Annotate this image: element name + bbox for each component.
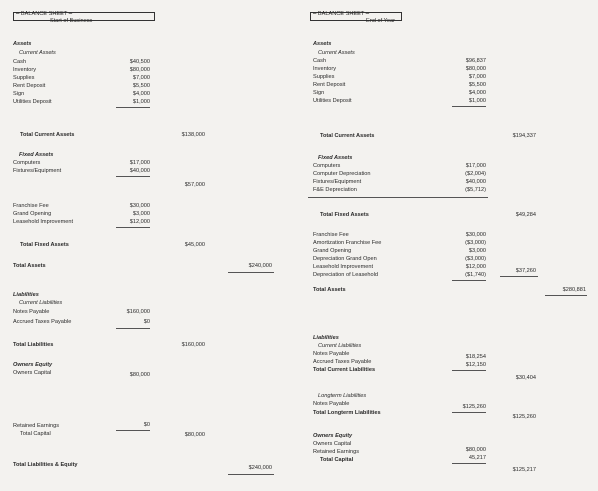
right-retained-earnings-value: 45,217 (468, 455, 486, 461)
left-header-subtitle: Start of Business (50, 18, 93, 24)
right-other-item-value: $12,000 (465, 264, 486, 270)
right-current-liability-value: $18,254 (465, 354, 486, 360)
right-current-item-label: Sign (313, 90, 325, 96)
left-total-current-value: $138,000 (181, 132, 205, 138)
right-fixed-underline (308, 197, 488, 198)
right-current-item-value: $96,837 (465, 58, 486, 64)
left-total-assets-underline (228, 272, 274, 273)
left-liability-item-label: Accrued Taxes Payable (13, 319, 72, 325)
right-current-assets-heading: Current Assets (318, 50, 355, 56)
left-other-item-value: $30,000 (129, 203, 150, 209)
right-fixed-item-value: ($5,712) (465, 187, 486, 193)
left-current-assets-heading: Current Assets (19, 50, 56, 56)
left-liability-underline (116, 328, 150, 329)
right-retained-earnings-label: Retained Earnings (313, 449, 360, 455)
right-total-current-liabilities-value: $30,404 (515, 375, 536, 381)
left-fixed-item-value: $40,000 (129, 168, 150, 174)
left-other-item-label: Franchise Fee (13, 203, 49, 209)
left-fixed-item-value: $17,000 (129, 160, 150, 166)
right-total-capital-label: Total Capital (320, 457, 354, 463)
right-total-current-label: Total Current Assets (320, 133, 375, 139)
left-total-assets-label: Total Assets (13, 263, 46, 269)
right-current-item-value: $4,000 (468, 90, 486, 96)
right-other-item-value: ($1,740) (465, 272, 486, 278)
left-current-item-label: Cash (13, 59, 27, 65)
right-other-item-value: $3,000 (468, 248, 486, 254)
right-current-liability-label: Notes Payable (313, 351, 350, 357)
right-fixed-assets-heading: Fixed Assets (318, 155, 353, 161)
left-total-liabilities-label: Total Liabilities (13, 342, 54, 348)
left-total-capital-label: Total Capital (20, 431, 51, 437)
left-total-liab-equity-value: $240,000 (248, 465, 272, 471)
left-current-item-value: $80,000 (129, 67, 150, 73)
right-other-underline (452, 280, 486, 281)
right-other-item-label: Grand Opening (313, 248, 352, 254)
left-liabilities-heading: Liabilities (13, 292, 39, 298)
right-owners-capital-label: Owners Capital (313, 441, 352, 447)
left-current-item-label: Supplies (13, 75, 35, 81)
right-total-assets-underline (545, 295, 587, 296)
left-owners-capital-label: Owners Capital (13, 370, 52, 376)
left-liability-item-value: $0 (143, 319, 150, 325)
left-fixed-assets-heading: Fixed Assets (19, 152, 54, 158)
left-liability-item-value: $160,000 (126, 309, 150, 315)
right-fixed-item-label: Fixtures/Equipment (313, 179, 362, 185)
right-current-item-value: $1,000 (468, 98, 486, 104)
right-other-item-label: Franchise Fee (313, 232, 349, 238)
left-current-item-label: Sign (13, 91, 25, 97)
right-fixed-item-label: F&E Depreciation (313, 187, 357, 193)
right-longterm-heading: Longterm Liabilities (318, 393, 367, 399)
right-total-fixed-label: Total Fixed Assets (320, 212, 369, 218)
right-other-item-label: Depreciation of Leasehold (313, 272, 378, 278)
right-other-item-value: ($3,000) (465, 240, 486, 246)
left-current-item-label: Rent Deposit (13, 83, 46, 89)
right-assets-heading: Assets (313, 41, 332, 47)
left-total-fixed-label: Total Fixed Assets (20, 242, 69, 248)
right-header-subtitle: End of Year (366, 18, 395, 24)
left-assets-heading: Assets (13, 41, 32, 47)
left-current-item-value: $1,000 (132, 99, 150, 105)
right-other-subtotal-underline (500, 276, 538, 277)
right-current-liability-value: $12,150 (465, 362, 486, 368)
right-longterm-underline (452, 412, 486, 413)
left-fixed-item-label: Fixtures/Equipment (13, 168, 62, 174)
right-other-item-label: Depreciation Grand Open (313, 256, 377, 262)
left-total-liab-equity-label: Total Liabilities & Equity (13, 462, 78, 468)
right-fixed-item-value: $17,000 (465, 163, 486, 169)
right-other-item-label: Leasehold Improvement (313, 264, 374, 270)
left-header-title: ━ BALANCE SHEET ━ (16, 11, 73, 17)
right-longterm-item-label: Notes Payable (313, 401, 350, 407)
right-current-item-label: Utilities Deposit (313, 98, 352, 104)
left-current-item-value: $5,500 (132, 83, 150, 89)
right-total-longterm-value: $125,260 (512, 414, 536, 420)
right-longterm-item-value: $125,260 (462, 404, 486, 410)
right-total-current-value: $194,337 (512, 133, 536, 139)
left-total-liab-equity-underline (228, 474, 274, 475)
right-total-capital-value: $125,217 (512, 467, 536, 473)
left-owners-capital-value: $80,000 (129, 372, 150, 378)
right-fixed-item-label: Computers (313, 163, 341, 169)
right-current-item-label: Rent Deposit (313, 82, 346, 88)
right-current-liability-underline (452, 370, 486, 371)
left-current-item-label: Utilities Deposit (13, 99, 52, 105)
left-current-item-value: $7,000 (132, 75, 150, 81)
right-liabilities-heading: Liabilities (313, 335, 339, 341)
left-current-item-value: $4,000 (132, 91, 150, 97)
left-other-item-label: Leasehold Improvement (13, 219, 74, 225)
left-total-current-label: Total Current Assets (20, 132, 75, 138)
left-retained-earnings-value: $0 (143, 422, 150, 428)
left-other-item-label: Grand Opening (13, 211, 52, 217)
left-current-underline (116, 107, 150, 108)
right-owners-capital-value: $80,000 (465, 447, 486, 453)
left-other-item-value: $3,000 (132, 211, 150, 217)
right-current-underline (452, 106, 486, 107)
right-fixed-item-value: $40,000 (465, 179, 486, 185)
right-total-longterm-label: Total Longterm Liabilities (313, 410, 381, 416)
left-current-liabilities-heading: Current Liabilities (19, 300, 63, 306)
right-other-item-value: $30,000 (465, 232, 486, 238)
left-fixed-item-label: Computers (13, 160, 41, 166)
right-other-item-label: Amortization Franchise Fee (313, 240, 382, 246)
right-total-fixed-value: $49,284 (515, 212, 536, 218)
right-current-liabilities-heading: Current Liabilities (318, 343, 362, 349)
left-retained-underline (116, 430, 150, 431)
right-current-item-label: Supplies (313, 74, 335, 80)
right-total-assets-label: Total Assets (313, 287, 346, 293)
left-fixed-underline (116, 176, 150, 177)
right-retained-underline (452, 463, 486, 464)
right-current-liability-label: Accrued Taxes Payable (313, 359, 372, 365)
left-owners-equity-heading: Owners Equity (13, 362, 53, 368)
right-other-item-value: ($3,000) (465, 256, 486, 262)
left-retained-earnings-label: Retained Earnings (13, 423, 60, 429)
left-other-item-value: $12,000 (129, 219, 150, 225)
left-total-capital-value: $80,000 (184, 432, 205, 438)
right-current-item-value: $5,500 (468, 82, 486, 88)
left-current-item-label: Inventory (13, 67, 37, 73)
right-fixed-item-label: Computer Depreciation (313, 171, 371, 177)
left-total-assets-value: $240,000 (248, 263, 272, 269)
left-fixed-subtotal: $57,000 (184, 182, 205, 188)
right-current-item-value: $80,000 (465, 66, 486, 72)
right-other-subtotal: $37,260 (515, 268, 536, 274)
right-current-item-value: $7,000 (468, 74, 486, 80)
right-total-current-liabilities-label: Total Current Liabilities (313, 367, 376, 373)
left-current-item-value: $40,500 (129, 59, 150, 65)
right-total-assets-value: $280,881 (562, 287, 586, 293)
left-liability-item-label: Notes Payable (13, 309, 50, 315)
left-total-liabilities-value: $160,000 (181, 342, 205, 348)
right-current-item-label: Cash (313, 58, 327, 64)
left-total-fixed-value: $45,000 (184, 242, 205, 248)
right-current-item-label: Inventory (313, 66, 337, 72)
right-header-title: ━ BALANCE SHEET ━ (313, 11, 370, 17)
right-owners-equity-heading: Owners Equity (313, 433, 353, 439)
left-other-underline (116, 227, 150, 228)
right-fixed-item-value: ($2,004) (465, 171, 486, 177)
